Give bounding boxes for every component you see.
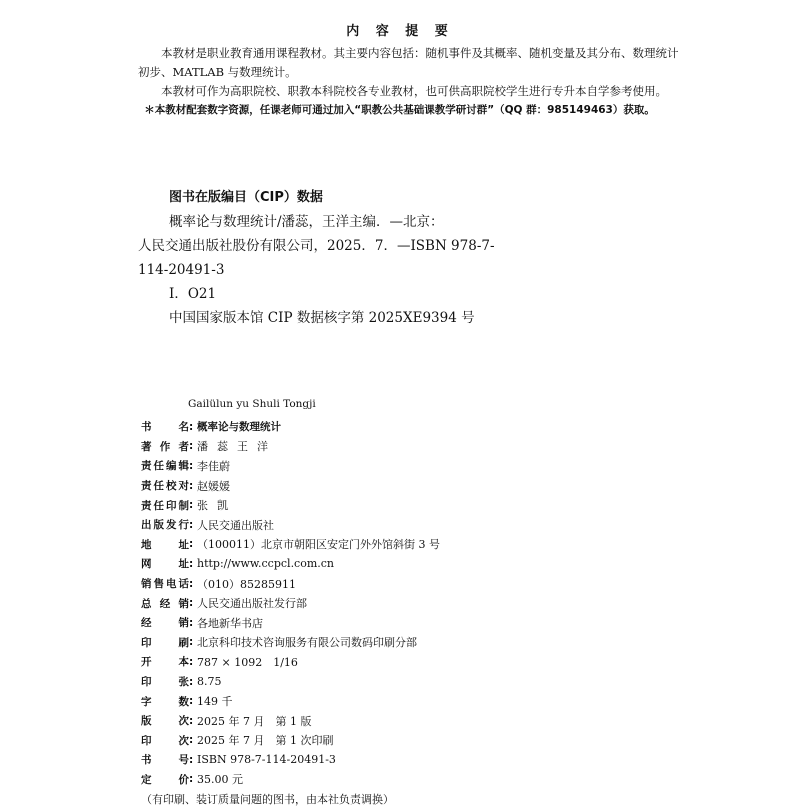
info-label: 经销 xyxy=(141,617,189,630)
info-label: 著作者 xyxy=(141,440,189,453)
info-row-editor: 责任编辑 : 李佳蔚 xyxy=(141,456,701,476)
info-value: 潘蕊王洋 xyxy=(197,440,277,454)
summary-paragraph: 本教材是职业教育通用课程教材。其主要内容包括：随机事件及其概率、随机变量及其分布、数理统计初步、MATLAB 与数理统计。 xyxy=(138,46,679,79)
info-row-distributor: 经销 : 各地新华书店 xyxy=(141,613,701,633)
info-label: 印张 xyxy=(141,676,189,689)
info-row-printing: 印次 : 2025 年 7 月 第 1 次印刷 xyxy=(141,731,701,751)
info-row-general-distributor: 总经销 : 人民交通出版社发行部 xyxy=(141,593,701,613)
cip-line: 人民交通出版社股份有限公司，2025．7．—ISBN 978-7- xyxy=(138,238,495,254)
info-label: 字数 xyxy=(141,695,189,708)
info-row-website: 网址 : http://www.ccpcl.com.cn xyxy=(141,554,701,574)
info-label: 总经销 xyxy=(141,597,189,610)
info-label: 印次 xyxy=(141,734,189,747)
cip-data-block xyxy=(138,186,683,330)
info-value: 北京科印技术咨询服务有限公司数码印刷分部 xyxy=(197,636,417,650)
info-value: 2025 年 7 月 第 1 次印刷 xyxy=(197,734,334,748)
info-value: 8.75 xyxy=(197,675,222,689)
info-row-printer: 印刷 : 北京科印技术咨询服务有限公司数码印刷分部 xyxy=(141,633,701,653)
quality-note: （有印刷、装订质量问题的图书，由本社负责调换） xyxy=(141,793,394,807)
info-label: 开本 xyxy=(141,656,189,669)
info-label: 销售电话 xyxy=(141,578,189,591)
info-row-word-count: 字数 : 149 千 xyxy=(141,691,701,711)
info-label: 书号 xyxy=(141,754,189,767)
info-row-price: 定价 : 35.00 元 xyxy=(141,770,701,790)
cip-line: Ⅰ．O21 xyxy=(169,286,217,302)
info-row-sales-phone: 销售电话 : （010）85285911 xyxy=(141,574,701,594)
info-label: 书名 xyxy=(141,421,189,434)
info-value: 各地新华书店 xyxy=(197,616,263,630)
info-label: 定价 xyxy=(141,773,189,786)
info-label: 出版发行 xyxy=(141,519,189,532)
info-row-authors: 著作者 : 潘蕊王洋 xyxy=(141,437,701,457)
info-label: 版次 xyxy=(141,715,189,728)
info-label: 责任编辑 xyxy=(141,460,189,473)
info-row-format: 开本 : 787 × 1092 1/16 xyxy=(141,652,701,672)
info-row-proofreader: 责任校对 : 赵媛媛 xyxy=(141,476,701,496)
cip-line: 114-20491-3 xyxy=(138,262,225,278)
title-pinyin: Gailülun yu Shuli Tongji xyxy=(188,398,316,410)
info-value: http://www.ccpcl.com.cn xyxy=(197,557,335,571)
info-row-publisher: 出版发行 : 人民交通出版社 xyxy=(141,515,701,535)
info-label: 网址 xyxy=(141,558,189,571)
summary-paragraph: 本教材可作为高职院校、职教本科院校各专业教材，也可供高职院校学生进行专升本自学参考使用。 xyxy=(161,84,667,98)
cip-title: 图书在版编目（CIP）数据 xyxy=(169,190,323,205)
info-label: 责任校对 xyxy=(141,480,189,493)
info-value: （010）85285911 xyxy=(197,577,296,591)
summary-heading: 内 容 提 要 xyxy=(346,24,454,39)
info-value: 2025 年 7 月 第 1 版 xyxy=(197,714,312,728)
info-value: （100011）北京市朝阳区安定门外外馆斜街 3 号 xyxy=(197,538,440,552)
info-value: 赵媛媛 xyxy=(197,479,230,493)
content-summary xyxy=(138,44,683,120)
info-label: 印刷 xyxy=(141,636,189,649)
info-row-edition: 版次 : 2025 年 7 月 第 1 版 xyxy=(141,711,701,731)
cip-number: 中国国家版本馆 CIP 数据核字第 2025XE9394 号 xyxy=(169,310,475,326)
info-value: ISBN 978-7-114-20491-3 xyxy=(197,753,336,767)
info-value: 李佳蔚 xyxy=(197,459,230,473)
info-value: 35.00 元 xyxy=(197,773,243,787)
digital-resource-note: ＊本教材配套数字资源，任课老师可通过加入“职教公共基础课教学研讨群”（QQ 群：985149463）获取。 xyxy=(144,104,655,116)
info-value: 149 千 xyxy=(197,695,233,709)
info-value: 787 × 1092 1/16 xyxy=(197,655,298,669)
info-value: 概率论与数理统计 xyxy=(197,421,281,434)
info-row-title: 书名 : 概率论与数理统计 xyxy=(141,417,701,437)
publication-info xyxy=(141,417,701,807)
info-value: 人民交通出版社 xyxy=(197,518,274,532)
info-row-isbn: 书号 : ISBN 978-7-114-20491-3 xyxy=(141,750,701,770)
info-label: 地址 xyxy=(141,538,189,551)
info-value: 张凯 xyxy=(197,499,237,513)
info-label: 责任印制 xyxy=(141,499,189,512)
info-row-sheets: 印张 : 8.75 xyxy=(141,672,701,692)
info-row-print-supervisor: 责任印制 : 张凯 xyxy=(141,495,701,515)
info-value: 人民交通出版社发行部 xyxy=(197,597,307,611)
info-row-address: 地址 : （100011）北京市朝阳区安定门外外馆斜街 3 号 xyxy=(141,535,701,555)
cip-line: 概率论与数理统计/潘蕊，王洋主编．—北京： xyxy=(169,214,444,230)
